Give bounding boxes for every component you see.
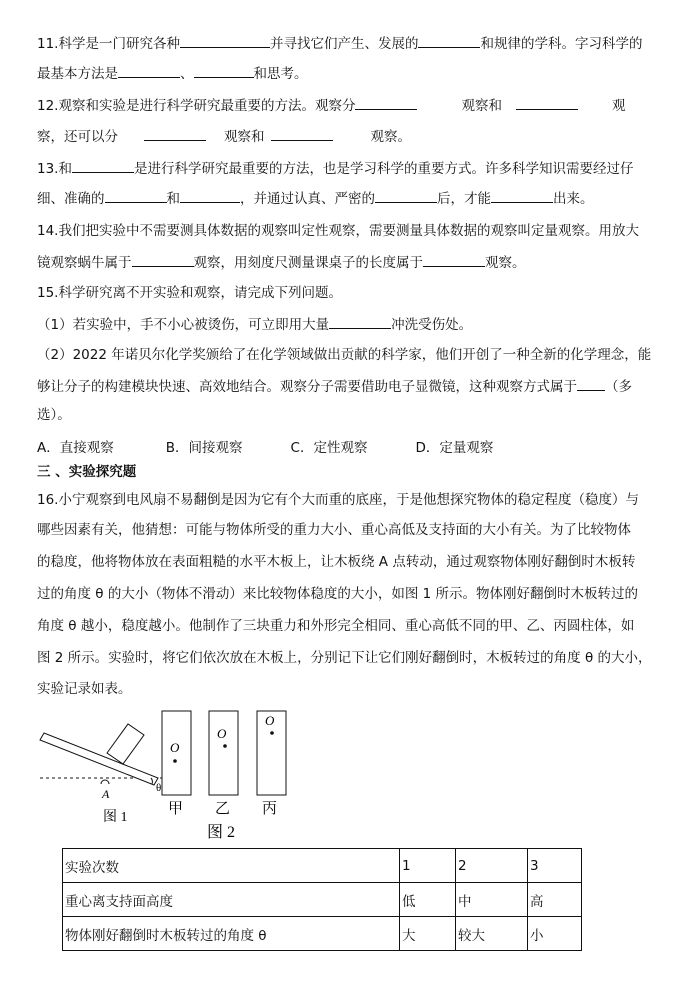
center-of-gravity-high [270, 731, 274, 735]
answer-blank[interactable] [423, 253, 485, 267]
cylinder-bing-label: 丙 [262, 799, 278, 817]
option-a[interactable]: A．直接观察 [37, 440, 114, 456]
answer-blank[interactable] [516, 96, 578, 110]
answer-blank[interactable] [375, 189, 437, 203]
q12-text: 12.观察和实验是进行科学研究最重要的方法。观察分 [37, 98, 356, 114]
option-b[interactable]: B．间接观察 [165, 440, 243, 456]
table-row [63, 849, 582, 883]
q13-line2 [37, 189, 594, 208]
answer-blank[interactable] [144, 127, 206, 141]
table-cell: 1 [400, 849, 456, 883]
table-cell: 实验次数 [63, 849, 400, 883]
q16-text: 的稳度，他将物体放在表面粗糙的水平木板上，让木板绕 A 点转动，通过观察物体刚好翻倒时木板转 [37, 554, 636, 570]
q11-text: 、 [180, 66, 194, 82]
q13-text: 后，才能 [437, 191, 491, 207]
q16-text: 16.小宁观察到电风扇不易翻倒是因为它有个大而重的底座，于是他想探究物体的稳定程度（稳度）与 [37, 492, 639, 508]
experiment-table [62, 848, 582, 951]
option-d[interactable]: D．定量观察 [415, 440, 494, 456]
table-cell: 高 [528, 883, 582, 917]
q12-text: 观察。 [370, 129, 411, 145]
q11-text: 最基本方法是 [37, 66, 118, 82]
q16-line2 [37, 521, 631, 539]
answer-blank[interactable] [491, 189, 553, 203]
answer-blank[interactable] [180, 189, 240, 203]
q12-line2 [37, 127, 411, 146]
q16-text: 实验记录如表。 [37, 681, 132, 697]
q14-text: 镜观察蜗牛属于 [37, 255, 132, 271]
center-of-gravity-low [173, 759, 177, 763]
q13-text: 是进行科学研究最重要的方法，也是学习科学的重要方式。许多科学知识需要经过仔 [133, 161, 634, 177]
q11-text: 并寻找它们产生、发展的 [269, 36, 419, 52]
figure-2-caption: 图 2 [207, 824, 236, 841]
answer-blank[interactable] [577, 377, 605, 391]
q16-line3 [37, 553, 635, 571]
section-heading [37, 463, 136, 481]
q15-text: （多 [605, 379, 632, 395]
center-label: O [170, 740, 180, 755]
q15-part1 [37, 315, 472, 334]
q15-options [37, 439, 493, 457]
q15-text: （1）若实验中，手不小心被烫伤，可立即用大量 [37, 317, 330, 333]
table-cell: 较大 [456, 917, 528, 951]
q15-text: 选）。 [37, 407, 71, 423]
q14-text: 观察，用刻度尺测量课桌子的长度属于 [193, 255, 423, 271]
table-cell: 物体刚好翻倒时木板转过的角度 θ [63, 917, 400, 951]
theta-label: θ [156, 782, 162, 794]
q15-part2-line3 [37, 406, 71, 424]
center-label: O [265, 713, 275, 728]
cylinder-yi [209, 711, 238, 795]
q16-line4 [37, 585, 638, 603]
q12-line1 [37, 96, 625, 115]
center-label: O [217, 726, 227, 741]
q12-text: 观 [611, 98, 626, 114]
q13-text: 和 [166, 191, 180, 207]
q13-text: 出来。 [553, 191, 594, 207]
table-row [63, 917, 582, 951]
answer-blank[interactable] [329, 315, 391, 329]
q14-line2 [37, 253, 526, 272]
pivot [101, 780, 109, 784]
q15-stem [37, 284, 342, 302]
q16-line1 [37, 491, 639, 509]
q13-line1 [37, 159, 633, 178]
q16-text: 图 2 所示。实验时，将它们依次放在木板上，分别记下让它们刚好翻倒时，木板转过的角度 θ 的大小， [37, 650, 652, 666]
q16-line5 [37, 617, 634, 635]
q11-line1 [37, 34, 642, 53]
q16-text: 过的角度 θ 的大小（物体不滑动）来比较物体稳度的大小，如图 1 所示。物体刚好翻倒时木板转过的 [37, 586, 639, 602]
q14-text: 观察。 [485, 255, 526, 271]
q13-text: ，并通过认真、严密的 [240, 191, 375, 207]
q12-text: 察，还可以分 [37, 129, 118, 145]
q16-line6 [37, 649, 652, 667]
figure-2 [162, 711, 286, 841]
answer-blank[interactable] [72, 159, 134, 173]
answer-blank[interactable] [105, 189, 167, 203]
q15-text: 够让分子的构建模块快速、高效地结合。观察分子需要借助电子显微镜，这种观察方式属于 [37, 379, 577, 395]
q11-text: 和规律的学科。字习科学的 [480, 36, 643, 52]
q16-text: 角度 θ 越小，稳度越小。他制作了三块重力和外形完全相同、重心高低不同的甲、乙、丙圆柱体，如 [37, 618, 635, 634]
q15-part2-line2 [37, 377, 632, 396]
center-of-gravity-mid [223, 744, 227, 748]
table-cell: 重心离支持面高度 [63, 883, 400, 917]
table-cell: 低 [400, 883, 456, 917]
block [107, 724, 144, 764]
table-cell: 2 [456, 849, 528, 883]
cylinder-jia-label: 甲 [168, 799, 184, 817]
q14-text: 14.我们把实验中不需要测具体数据的观察叫定性观察，需要测量具体数据的观察叫定量观察。用放大 [37, 223, 639, 239]
answer-blank[interactable] [355, 96, 417, 110]
q13-text: 13.和 [37, 161, 72, 177]
figure-1-caption: 图 1 [103, 810, 128, 825]
table-row [63, 883, 582, 917]
q16-text: 哪些因素有关，他猜想：可能与物体所受的重力大小、重心高低及支持面的大小有关。为了比较物体 [37, 522, 631, 538]
q14-line1 [37, 222, 639, 240]
q12-text: 观察和 [461, 98, 502, 114]
q15-text: 15.科学研究离不开实验和观察，请完成下列问题。 [37, 285, 342, 301]
answer-blank[interactable] [118, 64, 180, 78]
option-c[interactable]: C．定性观察 [290, 440, 368, 456]
q13-text: 细、准确的 [37, 191, 105, 207]
answer-blank[interactable] [180, 34, 270, 48]
point-a-label: A [102, 787, 110, 801]
answer-blank[interactable] [132, 253, 194, 267]
table-cell: 3 [528, 849, 582, 883]
q15-part2-line1 [37, 346, 651, 364]
table-cell: 大 [400, 917, 456, 951]
answer-blank[interactable] [418, 34, 480, 48]
q12-text: 观察和 [224, 129, 265, 145]
q11-line2 [37, 64, 308, 83]
answer-blank[interactable] [194, 64, 254, 78]
section-title: 三 、实验探究题 [37, 464, 137, 480]
cylinder-yi-label: 乙 [215, 799, 231, 817]
q11-text: 和思考。 [253, 66, 308, 82]
q15-text: 冲洗受伤处。 [391, 317, 473, 333]
q16-line7 [37, 680, 132, 698]
table-cell: 小 [528, 917, 582, 951]
answer-blank[interactable] [271, 127, 333, 141]
q11-text: 11.科学是一门研究各种 [37, 36, 180, 52]
table-cell: 中 [456, 883, 528, 917]
experiment-figure [35, 705, 335, 845]
q15-text: （2）2022 年诺贝尔化学奖颁给了在化学领域做出贡献的科学家，他们开创了一种全新的化学理念，能 [37, 347, 652, 363]
figure-1 [40, 724, 163, 825]
